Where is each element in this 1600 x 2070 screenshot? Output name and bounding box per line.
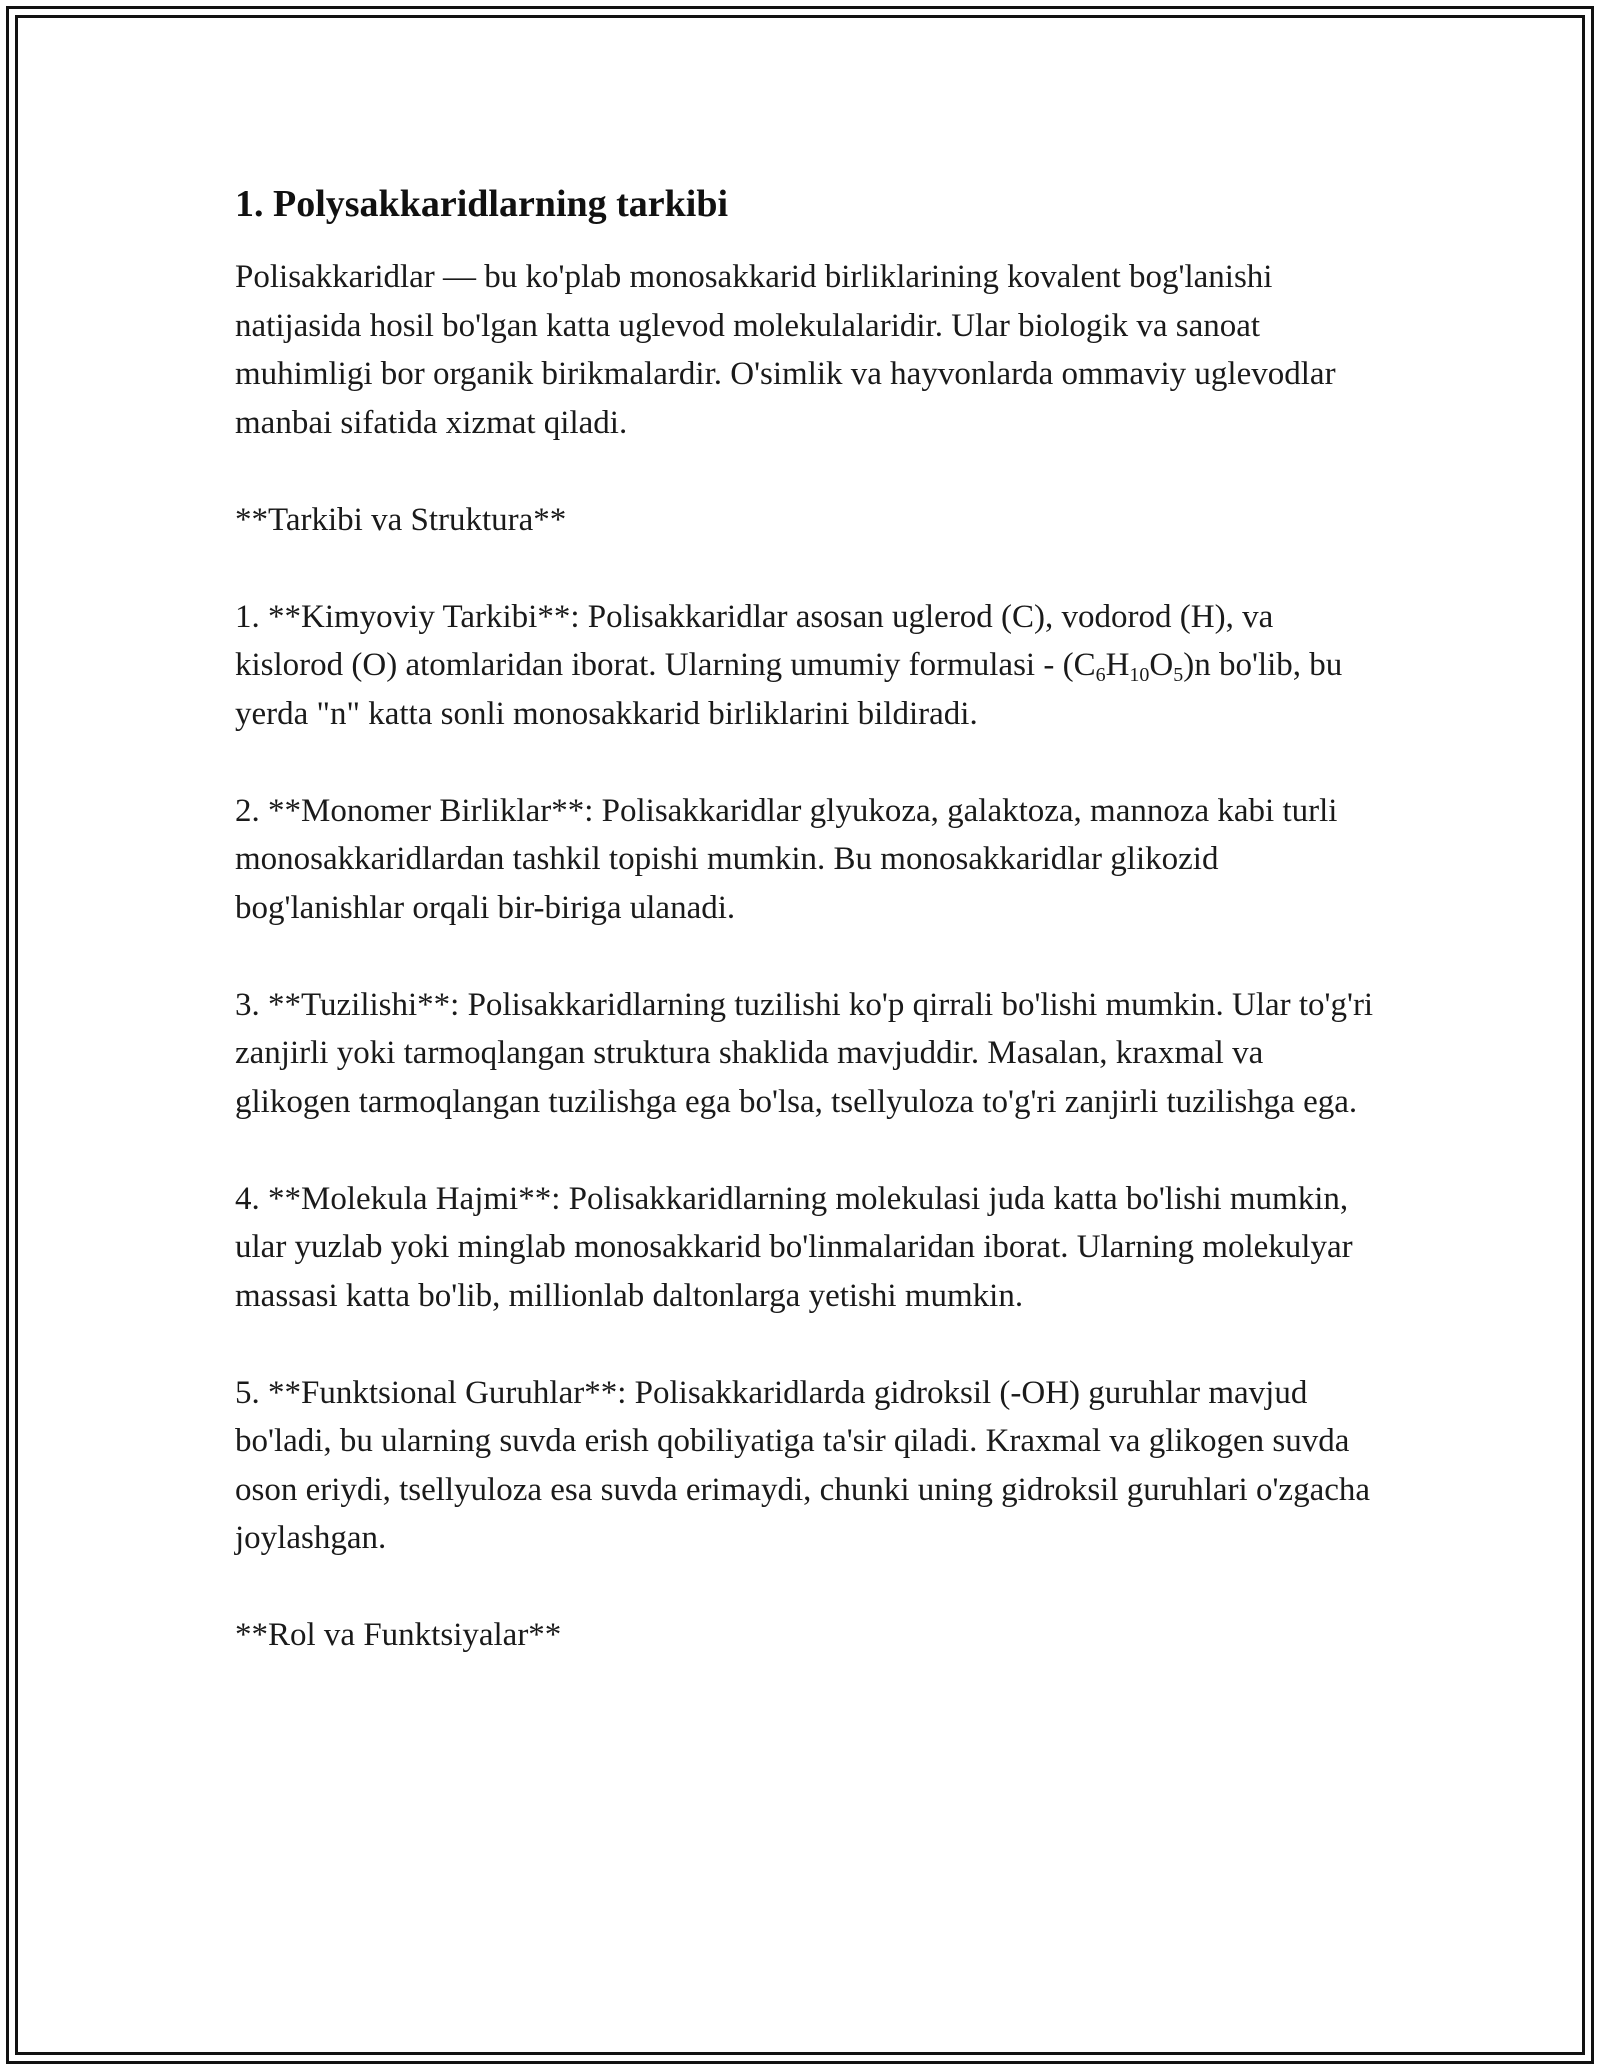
formula-h: H bbox=[1105, 647, 1130, 684]
list-item-tuzilishi: 3. **Tuzilishi**: Polisakkaridlarning tuzilishi ko'p qirrali bo'lishi mumkin. Ular to'g'ri zanjirli yoki tarmoqlangan struktura shaklida mavjuddir. Masalan, kraxmal va glikogen tarmoqlangan tuzilishga ega bo'lsa, tsellyuloza to'g'ri zanjirli tuzilishga ega. bbox=[235, 986, 1374, 1120]
section-heading-tarkibi: **Tarkibi va Struktura** bbox=[235, 501, 567, 538]
document-title: 1. Polysakkaridlarning tarkibi bbox=[235, 183, 729, 225]
formula-sub-h: 10 bbox=[1129, 664, 1150, 687]
intro-paragraph: Polisakkaridlar — bu ko'plab monosakkarid birliklarining kovalent bog'lanishi natijasida hosil bo'lgan katta uglevod molekulalaridir. Ular biologik va sanoat muhimligi bor organik birikmalardir. O'simlik va hayvonlarda ommaviy uglevodlar manbai sifatida xizmat qiladi. bbox=[235, 259, 1336, 441]
formula-o: O bbox=[1149, 647, 1174, 684]
item1-text-after: )n bo'lib, bu yerda "n" katta sonli monosakkarid birliklarini bildiradi. bbox=[235, 647, 1343, 732]
document-body bbox=[235, 180, 1385, 1708]
formula-sub-c: 6 bbox=[1095, 664, 1106, 687]
list-item-molekula-hajmi: 4. **Molekula Hajmi**: Polisakkaridlarning molekulasi juda katta bo'lishi mumkin, ular yuzlab yoki minglab monosakkarid bo'linmalaridan iborat. Ularning molekulyar massasi katta bo'lib, millionlab daltonlarga yetishi mumkin. bbox=[235, 1180, 1353, 1314]
section-heading-rol: **Rol va Funktsiyalar** bbox=[235, 1617, 562, 1654]
formula-sub-o: 5 bbox=[1173, 664, 1184, 687]
item1-text-before: 1. **Kimyoviy Tarkibi**: Polisakkaridlar asosan uglerod (C), vodorod (H), va kislorod (O) atomlaridan iborat. Ularning umumiy formulasi - (C bbox=[235, 598, 1274, 684]
list-item-monomer-birliklar: 2. **Monomer Birliklar**: Polisakkaridlar glyukoza, galaktoza, mannoza kabi turli monosakkaridlardan tashkil topishi mumkin. Bu monosakkaridlar glikozid bog'lanishlar orqali bir-biriga ulanadi. bbox=[235, 792, 1338, 926]
list-item-kimyoviy-tarkibi bbox=[235, 593, 1385, 739]
list-item-funktsional-guruhlar: 5. **Funktsional Guruhlar**: Polisakkaridlarda gidroksil (-OH) guruhlar mavjud bo'ladi, bu ularning suvda erish qobiliyatiga ta'sir qiladi. Kraxmal va glikogen suvda oson eriydi, tsellyuloza esa suvda erimaydi, chunki uning gidroksil guruhlari o'zgacha joylashgan. bbox=[235, 1374, 1371, 1557]
